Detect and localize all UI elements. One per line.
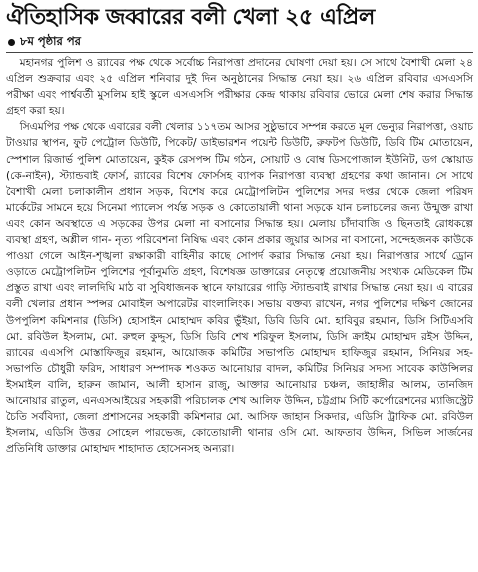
bullet-icon <box>8 39 15 46</box>
divider <box>6 52 473 53</box>
continued-from-label: ৮ম পৃষ্ঠার পর <box>20 33 81 48</box>
article-body <box>6 55 473 457</box>
headline: ঐতিহাসিক জব্বারের বলী খেলা ২৫ এপ্রিল <box>6 5 375 30</box>
paragraph-1: মহানগর পুলিশ ও র‌্যাবের পক্ষ থেকে সর্বোচ্চ নিরাপত্তা প্রদানের ঘোষণা দেয়া হয়। সে সাথে বৈশাখী মেলা ২৪ এপ্রিল শুক্রবার এবং ২৫ এপ্রিল শনিবার দুই দিন অনুষ্ঠানের সিদ্ধান্ত নেয়া হয়। ২৬ এপ্রিল রবিবার এসএসসি পরীক্ষা এবং পার্শ্ববর্তী মুসলিম হাই স্কুলে এসএসসি পরীক্ষার কেন্দ্র থাকায় রবিবার ভোরে মেলা শেষ করার সিদ্ধান্ত গ্রহণ করা হয়। <box>6 57 473 118</box>
paragraph-2: সিএমপির পক্ষ থেকে এবারের বলী খেলার ১১৭তম আসর সুষ্ঠুভাবে সম্পন্ন করতে মূল ভেন্যুর নিরাপত্তা, ওয়াচ টাওয়ার স্থাপন, ফুট পেট্রোল ডিউটি, পিকেট/ ডাইভারশন পয়েন্ট ডিউটি, রুফটপ ডিউটি, ডিবি টিম মোতায়েন, স্পেশাল রিজার্ভ পুলিশ মোতায়েন, কুইক রেসপন্স টিম গঠন, সোয়াট ও বোম্ব ডিসপোজাল ইউনিট, ডগ স্কোয়াড (কে-নাইন), স্ট্যান্ডবাই ফোর্স, র‌্যাবের বিশেষ ফোর্সসহ ব্যাপক নিরাপত্তা ব্যবস্থা গ্রহণের কথা জানান। সে সাথে বৈশাখী মেলা চলাকালীন প্রধান সড়ক, বিশেষ করে মেট্রোপলিটন পুলিশের সদর দপ্তর থেকে জেলা পরিষদ মার্কেটের সামনে হয়ে সিনেমা প্যালেস পর্যন্ত সড়ক ও কোতোয়ালী থানা সড়কে যান চলাচলের জন্য উন্মুক্ত রাখা এবং কোন অবস্থাতে এ সড়কের উপর মেলা না বসানোর সিদ্ধান্ত হয়। মেলায় চাঁদাবাজি ও ছিনতাই রোধকল্পে ব্যবস্থা গ্রহণ, অশ্লীল গান- নৃত্য পরিবেশনা নিষিদ্ধ এবং কোন প্রকার জুয়ার আসর না বসানো, সন্দেহজনক কাউকে পাওয়া গেলে আইন-শৃঙ্খলা রক্ষাকারী বাহিনীর কাছে সোপর্দ করার সিদ্ধান্ত নেয়া হয়। নিরাপত্তার সার্থে ড্রোন ওড়াতে মেট্রোপলিটন পুলিশের পূর্বানুমতি গ্রহণ, বিশেষজ্ঞ ডাক্তারের নেতৃত্বে প্রয়োজনীয় সংখ্যক মেডিকেল টিম প্রস্তুত রাখা এবং লালদিঘি মাঠ বা সুবিধাজনক স্থানে ফায়ারের গাড়ি স্ট্যান্ডবাই রাখার সিদ্ধান্ত নেয়া হয়। এ বারের বলী খেলার প্রধান স্পন্সর মোবাইল অপারেটর বাংলালিংক। সভায় বক্তব্য রাখেন, নগর পুলিশের দক্ষিণ জোনের উপপুলিশ কমিশনার (ডিসি) হোসাইন মোহাম্মদ কবির ভুঁইয়া, ডিবি ডিবি মো. হাবিবুর রহমান, ডিসি সিটিএসবি মো. রবিউল ইসলাম, মো. রুহুল কুদ্দুস, ডিসি ডিবি শেখ শরিফুল ইসলাম, ডিসি ক্রাইম মোহাম্মদ রইস উদ্দিন, র‌্যাবের এএসপি মোস্তাফিজুর রহমান, আয়োজক কমিটির সভাপতি মোহাম্মদ হাফিজুর রহমান, সিনিয়র সহ-সভাপতি চৌধুরী ফরিদ, সাধারণ সম্পাদক শওকত আনোয়ার বাদল, কমিটির সিনিয়র সদস্য সাবেক কাউন্সিলর ইসমাইল বালি, হারুন জামান, আলী হাসান রাজু, আক্তার আনোয়ার চঞ্চল, জাহাঙ্গীর আলম, তানজিদ আনোয়ার রাতুল, এনএসআইয়ের সহকারী পরিচালক শেখ আলিফ উদ্দিন, চট্টগ্রাম সিটি কর্পোরেশনের ম্যাজিস্ট্রেট চৈতি সর্ববিদ্যা, জেলা প্রশাসনের সহকারী কমিশনার মো. আসিফ জাহান সিকদার, এডিসি ট্রাফিক মো. রবিউল ইসলাম, এডিসি উত্তর সোহেল পারভেজ, কোতোয়ালী থানার ওসি মো. আফতাব উদ্দিন, সিভিল সার্জনের প্রতিনিধি ডাক্তার মোহাম্মদ শাহাদাত হোসেনসহ অন্যরা। <box>6 121 473 456</box>
continued-marker <box>8 34 473 50</box>
